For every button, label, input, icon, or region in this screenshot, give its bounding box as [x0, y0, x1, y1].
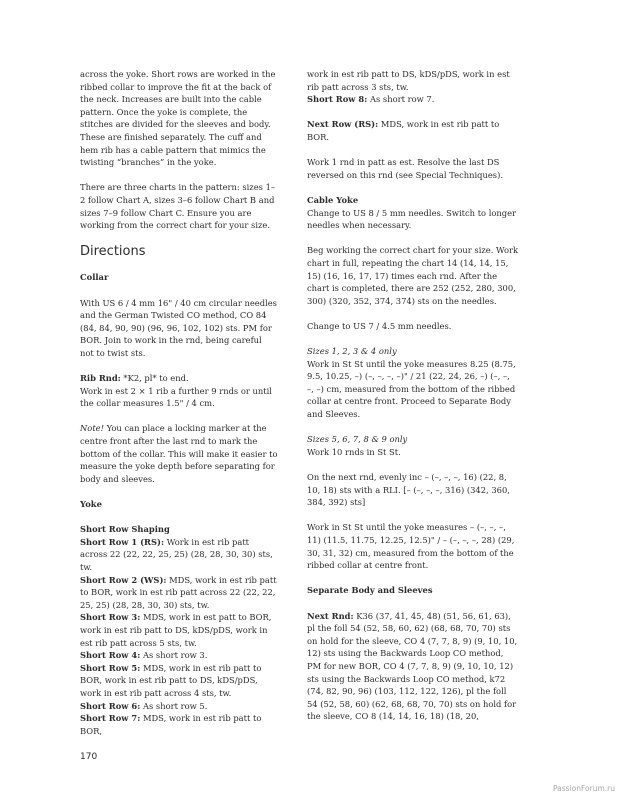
- intro-paragraph-2: There are three charts in the pattern: sizes 1–2 follow Chart A, sizes 3–6 follow Chart B and sizes 7–9 follow Chart C. Ensure you are working from the correct chart for your size.: [80, 182, 276, 231]
- short-row-3-label: Short Row 3:: [80, 612, 141, 623]
- page-number: 170: [80, 752, 98, 762]
- cable-yoke-paragraph-1: Change to US 8 / 5 mm needles. Switch to longer needles when necessary.: [307, 207, 517, 231]
- sizes-1-4-text: Work in St St until the yoke measures 8.25 (8.75, 9.5, 10.25, –) (–, –, –, –)" / 21 (22, 24, 26, –) (–, –, –, –) cm, measured from the bottom of the ribbed collar at centre front. Proceed to Separate Body and Sleeves.: [307, 358, 516, 420]
- short-row-7-8-paragraph: [307, 68, 519, 106]
- note-text: You can place a locking marker at the centre front after the last rnd to mark the bottom of the collar. This will make it easier to measure the yoke depth before separating for body and sleeves.: [80, 423, 278, 484]
- short-row-7: [80, 712, 278, 737]
- collar-paragraph: With US 6 / 4 mm 16" / 40 cm circular needles and the German Twisted CO method, CO 84 (84, 84, 90, 90) (96, 96, 102, 102) sts. PM for BOR. Join to work in the rnd, being careful not to twist sts.: [80, 297, 277, 358]
- short-row-2-label: Short Row 2 (WS):: [80, 574, 167, 585]
- short-row-4: [80, 649, 278, 662]
- short-row-1-label: Short Row 1 (RS):: [80, 536, 165, 547]
- short-row-8: [307, 93, 519, 106]
- short-row-8-label: Short Row 8:: [307, 94, 368, 105]
- rib-round-label: Rib Rnd:: [80, 373, 121, 384]
- rib-round-paragraph: [80, 372, 278, 410]
- short-row-6-label: Short Row 6:: [80, 700, 141, 711]
- short-row-heading: Short Row Shaping: [80, 524, 170, 535]
- short-row-5-label: Short Row 5:: [80, 662, 141, 673]
- collar-heading: Collar: [80, 272, 109, 283]
- next-row-paragraph: [307, 118, 519, 143]
- sizes-5-9-label: Sizes 5, 6, 7, 8 & 9 only: [307, 434, 408, 445]
- intro-paragraph-1: across the yoke. Short rows are worked in the ribbed collar to improve the fit at the back of the neck. Increases are built into the cable pattern. Once the yoke is complete, the stitches are divided for the sleeves and body. These are finished separately. The cuff and hem rib has a cable pattern that mimics the twisting “branches” in the yoke.: [80, 69, 276, 168]
- short-row-5: [80, 662, 278, 700]
- next-row-text: MDS, work in est rib patt to BOR.: [307, 119, 500, 142]
- rib-round-text: *K2, pl* to end.: [120, 373, 189, 384]
- next-row-label: Next Row (RS):: [307, 119, 379, 130]
- short-row-6-text: As short row 5.: [140, 700, 208, 711]
- short-row-7-text: MDS, work in est rib patt to BOR,: [80, 713, 262, 736]
- short-row-7-continuation: work in est rib patt to DS, kDS/pDS, work in est rib patt across 3 sts, tw.: [307, 69, 510, 92]
- cable-yoke-paragraph-3: Change to US 7 / 4.5 mm needles.: [307, 320, 452, 331]
- yoke-heading: Yoke: [80, 499, 102, 509]
- increase-paragraph: On the next rnd, evenly inc – (–, –, –, 16) (22, 8, 10, 18) sts with a RLI. [– (–, –, –, 316) (342, 360, 384, 392) sts]: [307, 472, 510, 508]
- short-row-2: [80, 574, 278, 612]
- right-column: [307, 68, 519, 735]
- rib-round-continuation: Work in est 2 × 1 rib a further 9 rnds or until the collar measures 1.5" / 4 cm.: [80, 385, 272, 409]
- left-column: [80, 68, 278, 737]
- short-row-1: [80, 536, 278, 574]
- separate-body-heading: Separate Body and Sleeves: [307, 585, 433, 596]
- short-row-3-text: MDS, work in est patt to BOR, work in est rib patt to DS, kDS/pDS, work in est rib patt across 5 sts, tw.: [80, 612, 272, 648]
- short-row-4-label: Short Row 4:: [80, 650, 141, 661]
- separate-next-round-label: Next Rnd:: [307, 610, 354, 621]
- short-row-7-label: Short Row 7:: [80, 713, 141, 724]
- note-paragraph: [80, 422, 278, 485]
- watermark: PassionForum.ru: [552, 784, 615, 793]
- short-row-4-text: As short row 3.: [140, 650, 208, 661]
- separate-body-paragraph: [307, 610, 519, 723]
- short-row-3: [80, 611, 278, 649]
- note-label: Note!: [80, 423, 104, 434]
- short-row-6: [80, 700, 278, 713]
- work-one-round-paragraph: Work 1 rnd in patt as est. Resolve the last DS reversed on this rnd (see Special Techniques).: [307, 157, 503, 180]
- cable-yoke-block: [307, 194, 519, 232]
- st-st-paragraph: Work in St St until the yoke measures – (–, –, –, 11) (11.5, 11.75, 12.25, 12.5)" / – (–, –, –, 28) (29, 30, 31, 32) cm, measured from the bottom of the ribbed collar at centre front.: [307, 522, 515, 571]
- short-row-8-text: As short row 7.: [367, 94, 435, 105]
- cable-yoke-heading: Cable Yoke: [307, 194, 359, 205]
- sizes-1-4-label: Sizes 1, 2, 3 & 4 only: [307, 346, 397, 357]
- cable-yoke-paragraph-2: Beg working the correct chart for your size. Work chart in full, repeating the chart 14 (14, 14, 15, 15) (16, 16, 17, 17) times each rnd. After the chart is completed, there are 252 (252, 280, 300, 300) (320, 352, 374, 374) sts on the needles.: [307, 245, 519, 306]
- sizes-1-4-block: [307, 345, 519, 421]
- directions-heading: Directions: [80, 243, 146, 259]
- sizes-5-9-block: [307, 433, 519, 458]
- short-row-block: [80, 523, 278, 737]
- short-row-2-text: MDS, work in est rib patt to BOR, work in est rib patt across 22 (22, 22, 25, 25) (28, 28, 30, 30) sts, tw.: [80, 574, 277, 610]
- short-row-5-text: MDS, work in est rib patt to BOR, work in est rib patt to DS, kDS/pDS, work in est rib patt across 4 sts, tw.: [80, 662, 262, 698]
- separate-next-round-text: K36 (37, 41, 45, 48) (51, 56, 61, 63), pl the foll 54 (52, 58, 60, 62) (68, 68, 70, 70) sts on hold for the sleeve, CO 4 (7, 7, 8, 9) (9, 10, 10, 12) sts using the Backwards Loop CO method, PM for new BOR, CO 4 (7, 7, 8, 9) (9, 10, 10, 12) sts using the Backwards Loop CO method, k72 (74, 82, 90, 96) (103, 112, 122, 126), pl the foll 54 (52, 58, 60) (62, 68, 68, 70, 70) sts on hold for the sleeve, CO 8 (14, 14, 16, 18) (18, 20,: [307, 610, 518, 722]
- sizes-5-9-text: Work 10 rnds in St St.: [307, 446, 401, 457]
- short-row-1-text: Work in est rib patt across 22 (22, 22, 25, 25) (28, 28, 30, 30) sts, tw.: [80, 536, 273, 572]
